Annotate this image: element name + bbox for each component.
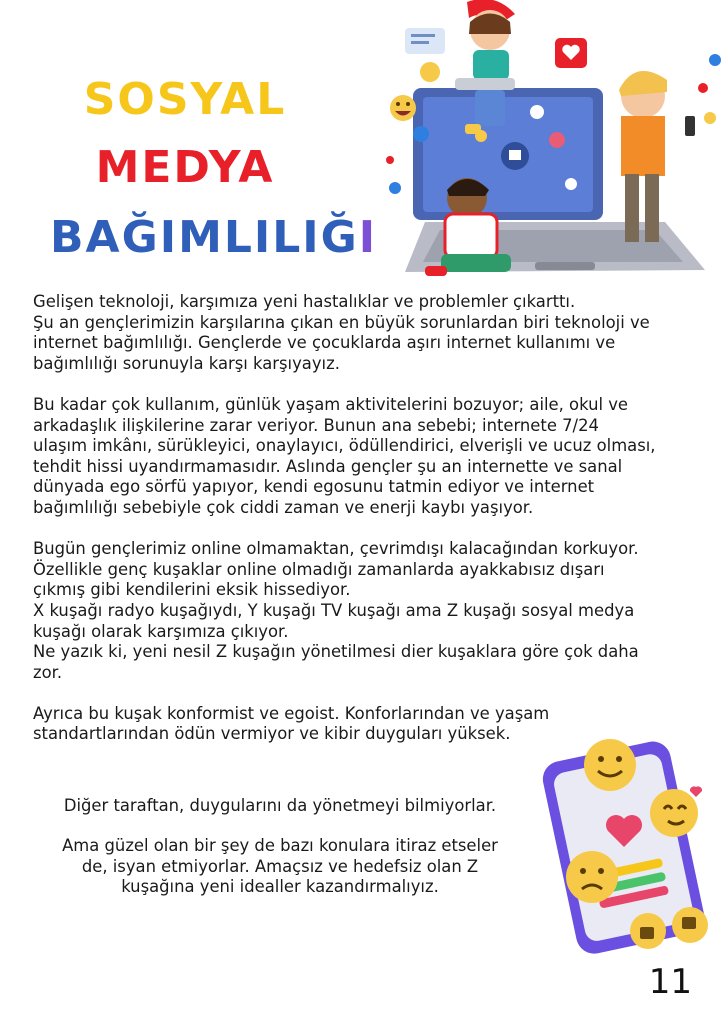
title-line-bagimliligi xyxy=(50,212,378,263)
emoji-sad-icon xyxy=(566,851,618,903)
paragraph-3 xyxy=(33,539,703,683)
paragraph-1 xyxy=(33,292,703,374)
centered-line-1: Diğer taraftan, duygularını da yönetmeyi bilmiyorlar. xyxy=(63,796,497,815)
text-line: Ne yazık ki, yeni nesil Z kuşağın yönetilmesi dier kuşaklara göre çok daha xyxy=(33,642,639,662)
text-line: Ama güzel olan bir şey de bazı konulara itiraz etseler xyxy=(62,836,498,855)
text-line: bağımlılığı sorunuyla karşı karşıyayız. xyxy=(33,353,340,373)
text-line: bağımlılığı sebebiyle çok ciddi zaman ve enerji kaybı yaşıyor. xyxy=(33,497,534,517)
emoji-love-icon xyxy=(650,789,698,837)
heart-bubble-icon xyxy=(549,132,565,148)
thumb-icon xyxy=(413,126,429,142)
text-line: zor. xyxy=(33,662,63,682)
phone-emoji-illustration xyxy=(528,735,724,955)
title-line-medya: MEDYA xyxy=(95,142,275,193)
text-line: Şu an gençlerimizin karşılarına çıkan en büyük sorunlardan biri teknoloji ve xyxy=(33,312,650,332)
text-line: arkadaşlık ilişkilerine zarar veriyor. Bunun ana sebebi; internete 7/24 xyxy=(33,415,599,435)
text-line: Ayrıca bu kuşak konformist ve egoist. Konforlarından ve yaşam xyxy=(33,703,550,723)
centered-paragraph-2 xyxy=(30,836,530,898)
text-line: ulaşım imkânı, sürükleyici, onaylayıcı, ödüllendirici, elverişli ve ucuz olması, xyxy=(33,436,656,456)
text-line: Özellikle genç kuşaklar online olmadığı zamanlarda ayakkabısız dışarı xyxy=(33,559,605,579)
page-number: 11 xyxy=(648,962,692,1002)
title-line-bagimliligi-last-letter: I xyxy=(358,212,378,263)
text-line: X kuşağı radyo kuşağıydı, Y kuşağı TV kuşağı ama Z kuşağı sosyal medya xyxy=(33,600,635,620)
text-line: tehdit hissi uyandırmamasıdır. Aslında gençler şu an internette ve sanal xyxy=(33,456,623,476)
text-line: standartlarından ödün vermiyor ve kibir duyguları yüksek. xyxy=(33,724,511,744)
kids-laptop-illustration xyxy=(385,0,724,290)
text-line: çıkmış gibi kendilerini eksik hissediyor. xyxy=(33,580,351,600)
text-line: kuşağına yeni idealler kazandırmalıyız. xyxy=(121,877,439,897)
emoji-smile-icon xyxy=(420,62,440,82)
emoji-laugh-icon xyxy=(390,95,416,121)
boy-figure-icon xyxy=(619,71,695,242)
article-body xyxy=(33,292,703,766)
text-line: internet bağımlılığı. Gençlerde ve çocuklarda aşırı internet kullanımı ve xyxy=(33,333,616,353)
text-line: dünyada ego sörfü yapıyor, kendi egosunu tatmin ediyor ve internet xyxy=(33,477,595,497)
paragraph-4 xyxy=(33,704,583,745)
paragraph-2 xyxy=(33,395,703,519)
text-line: kuşağı olarak karşımıza çıkıyor. xyxy=(33,621,289,641)
text-line: de, isyan etmiyorlar. Amaçsız ve hedefsiz olan Z xyxy=(81,856,479,876)
text-line: Gelişen teknoloji, karşımıza yeni hastalıklar ve problemler çıkarttı. xyxy=(33,292,576,311)
text-line: Bugün gençlerimiz online olmamaktan, çevrimdışı kalacağından korkuyor. xyxy=(33,539,639,559)
title-line-bagimliligi-main: BAĞIMLILIĞ xyxy=(50,212,359,263)
emoji-smile-icon xyxy=(584,739,636,791)
text-line: Bu kadar çok kullanım, günlük yaşam aktivitelerini bozuyor; aile, okul ve xyxy=(33,394,629,414)
title-line-sosyal: SOSYAL xyxy=(83,74,287,125)
